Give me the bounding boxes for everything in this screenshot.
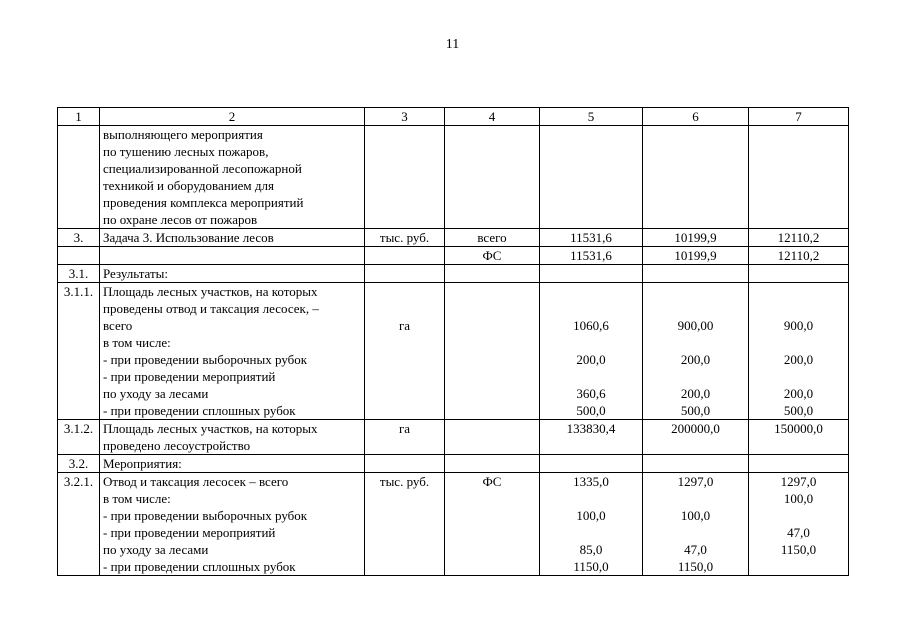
header-cell: 6 — [643, 108, 749, 126]
cell-line: Мероприятия: — [103, 456, 182, 471]
cell-line: - при проведении сплошных рубок — [103, 403, 296, 418]
value-col7-cell — [749, 420, 849, 455]
value-col5-cell — [540, 229, 643, 247]
cell-line: ФС — [482, 474, 502, 489]
table-row — [58, 247, 849, 265]
value-col6-cell — [643, 420, 749, 455]
value-col6-cell — [643, 247, 749, 265]
cell-line: 10199,9 — [674, 248, 717, 263]
indicator-cell — [100, 420, 365, 455]
cell-line — [752, 334, 845, 351]
row-number-cell — [58, 229, 100, 247]
page-number: 11 — [445, 37, 460, 52]
cell-line: ФС — [482, 248, 502, 263]
cell-line: 85,0 — [579, 542, 603, 557]
cell-line: 3.1. — [68, 266, 89, 281]
source-cell — [445, 420, 540, 455]
unit-cell — [365, 265, 445, 283]
cell-line: выполняющего мероприятия — [103, 127, 263, 142]
cell-line: специализированной лесопожарной — [103, 161, 302, 176]
value-col5-cell — [540, 126, 643, 229]
indicator-cell — [100, 265, 365, 283]
table-row — [58, 283, 849, 420]
value-col7-cell — [749, 283, 849, 420]
table-row — [58, 455, 849, 473]
source-cell — [445, 265, 540, 283]
value-col6-cell — [643, 283, 749, 420]
row-number-cell — [58, 265, 100, 283]
cell-line: 100,0 — [576, 508, 606, 523]
cell-line: 360,6 — [576, 386, 606, 401]
cell-line: Площадь лесных участков, на которых — [103, 284, 318, 299]
cell-line: 1150,0 — [780, 542, 817, 557]
header-cell: 2 — [100, 108, 365, 126]
header-cell: 4 — [445, 108, 540, 126]
cell-line — [646, 300, 745, 317]
source-cell — [445, 455, 540, 473]
cell-line: 3. — [73, 230, 84, 245]
cell-line: 100,0 — [680, 508, 711, 523]
cell-line: всего — [103, 318, 133, 333]
value-col5-cell — [540, 283, 643, 420]
source-cell — [445, 283, 540, 420]
value-col6-cell — [643, 455, 749, 473]
cell-line: 3.2. — [68, 456, 89, 471]
cell-line — [752, 558, 845, 575]
cell-line: 900,00 — [677, 318, 714, 333]
cell-line: по охране лесов от пожаров — [103, 212, 258, 227]
cell-line: 1150,0 — [677, 559, 714, 574]
cell-line: 100,0 — [783, 491, 814, 506]
cell-line — [646, 334, 745, 351]
cell-line: Результаты: — [103, 266, 168, 281]
cell-line: проведены отвод и таксация лесосек, – — [103, 301, 319, 316]
cell-line: 200,0 — [680, 352, 711, 367]
cell-line — [61, 126, 96, 143]
value-col5-cell — [540, 265, 643, 283]
cell-line — [646, 490, 745, 507]
cell-line: по уходу за лесами — [103, 386, 209, 401]
value-col7-cell — [749, 473, 849, 576]
cell-line: га — [398, 318, 411, 333]
cell-line: 12110,2 — [777, 230, 820, 245]
unit-cell — [365, 126, 445, 229]
cell-line — [368, 247, 441, 264]
row-number-cell — [58, 455, 100, 473]
cell-line: 47,0 — [684, 542, 707, 557]
row-number-cell — [58, 473, 100, 576]
cell-line: в том числе: — [103, 335, 171, 350]
cell-line — [543, 524, 639, 541]
cell-line — [752, 507, 845, 524]
cell-line — [543, 300, 639, 317]
source-cell — [445, 473, 540, 576]
cell-line: проведено лесоустройство — [103, 438, 251, 453]
cell-line: в том числе: — [103, 491, 171, 506]
cell-line: 500,0 — [680, 403, 711, 418]
table-row — [58, 420, 849, 455]
value-col5-cell — [540, 247, 643, 265]
header-cell: 7 — [749, 108, 849, 126]
unit-cell — [365, 283, 445, 420]
cell-line: 12110,2 — [777, 248, 820, 263]
cell-line: 200,0 — [783, 352, 814, 367]
table-row — [58, 126, 849, 229]
table-row — [58, 229, 849, 247]
cell-line: 133830,4 — [566, 421, 616, 436]
cell-line: 1335,0 — [573, 474, 609, 489]
indicator-cell — [100, 455, 365, 473]
cell-line: 10199,9 — [674, 230, 717, 245]
cell-line — [368, 300, 441, 317]
cell-line: - при проведении мероприятий — [103, 525, 276, 540]
cell-line: - при проведении выборочных рубок — [103, 508, 308, 523]
header-cell: 1 — [58, 108, 100, 126]
cell-line: 150000,0 — [774, 421, 823, 436]
indicator-cell — [100, 229, 365, 247]
cell-line: 3.1.2. — [63, 421, 94, 436]
unit-cell — [365, 229, 445, 247]
value-col5-cell — [540, 473, 643, 576]
source-cell — [445, 126, 540, 229]
cell-line — [646, 524, 745, 541]
cell-line: 1060,6 — [573, 318, 609, 333]
cell-line: 500,0 — [783, 403, 814, 418]
cell-line: 11531,6 — [570, 230, 612, 245]
cell-line — [646, 283, 745, 300]
cell-line: по тушению лесных пожаров, — [103, 144, 269, 159]
value-col7-cell — [749, 229, 849, 247]
value-col7-cell — [749, 265, 849, 283]
cell-line: проведения комплекса мероприятий — [103, 195, 304, 210]
header-row — [58, 108, 849, 126]
cell-line: техникой и оборудованием для — [103, 178, 274, 193]
cell-line: 200,0 — [783, 386, 814, 401]
cell-line: тыс. руб. — [379, 474, 430, 489]
table-row — [58, 473, 849, 576]
header-cell: 5 — [540, 108, 643, 126]
row-number-cell — [58, 247, 100, 265]
cell-line — [543, 334, 639, 351]
cell-line: Площадь лесных участков, на которых — [103, 421, 318, 436]
cell-line: тыс. руб. — [379, 230, 430, 245]
cell-line: по уходу за лесами — [103, 542, 209, 557]
row-number-cell — [58, 126, 100, 229]
unit-cell — [365, 420, 445, 455]
cell-line: - при проведении мероприятий — [103, 369, 276, 384]
row-number-cell — [58, 420, 100, 455]
cell-line: 3.1.1. — [63, 284, 94, 299]
cell-line — [543, 490, 639, 507]
source-cell — [445, 229, 540, 247]
cell-line: 200000,0 — [671, 421, 720, 436]
cell-line: 1297,0 — [677, 474, 714, 489]
cell-line: - при проведении выборочных рубок — [103, 352, 308, 367]
cell-line: 1297,0 — [780, 474, 817, 489]
cell-line: 11531,6 — [570, 248, 612, 263]
cell-line — [646, 368, 745, 385]
cell-line: га — [398, 421, 411, 436]
cell-line: 200,0 — [576, 352, 606, 367]
source-cell — [445, 247, 540, 265]
value-col7-cell — [749, 126, 849, 229]
table-row — [58, 265, 849, 283]
cell-line — [103, 247, 361, 264]
cell-line: Отвод и таксация лесосек – всего — [103, 474, 289, 489]
header-cell: 3 — [365, 108, 445, 126]
value-col6-cell — [643, 265, 749, 283]
unit-cell — [365, 247, 445, 265]
cell-line: Задача 3. Использование лесов — [103, 230, 274, 245]
row-number-cell — [58, 283, 100, 420]
cell-line: 500,0 — [576, 403, 606, 418]
indicator-cell — [100, 247, 365, 265]
value-col5-cell — [540, 420, 643, 455]
unit-cell — [365, 455, 445, 473]
cell-line — [543, 283, 639, 300]
value-col6-cell — [643, 126, 749, 229]
cell-line: всего — [477, 230, 507, 245]
cell-line: 200,0 — [680, 386, 711, 401]
indicator-cell — [100, 283, 365, 420]
cell-line: 1150,0 — [573, 559, 609, 574]
value-col6-cell — [643, 229, 749, 247]
cell-line — [543, 368, 639, 385]
cell-line — [752, 300, 845, 317]
cell-line: - при проведении сплошных рубок — [103, 559, 296, 574]
cell-line — [61, 247, 96, 264]
cell-line: 3.2.1. — [63, 474, 94, 489]
unit-cell — [365, 473, 445, 576]
cell-line — [368, 283, 441, 300]
cell-line — [752, 368, 845, 385]
cell-line: 900,0 — [783, 318, 814, 333]
indicator-cell — [100, 126, 365, 229]
value-col6-cell — [643, 473, 749, 576]
indicator-cell — [100, 473, 365, 576]
forest-budget-table — [57, 107, 849, 576]
cell-line: 47,0 — [787, 525, 810, 540]
cell-line — [752, 283, 845, 300]
value-col7-cell — [749, 455, 849, 473]
value-col5-cell — [540, 455, 643, 473]
value-col7-cell — [749, 247, 849, 265]
